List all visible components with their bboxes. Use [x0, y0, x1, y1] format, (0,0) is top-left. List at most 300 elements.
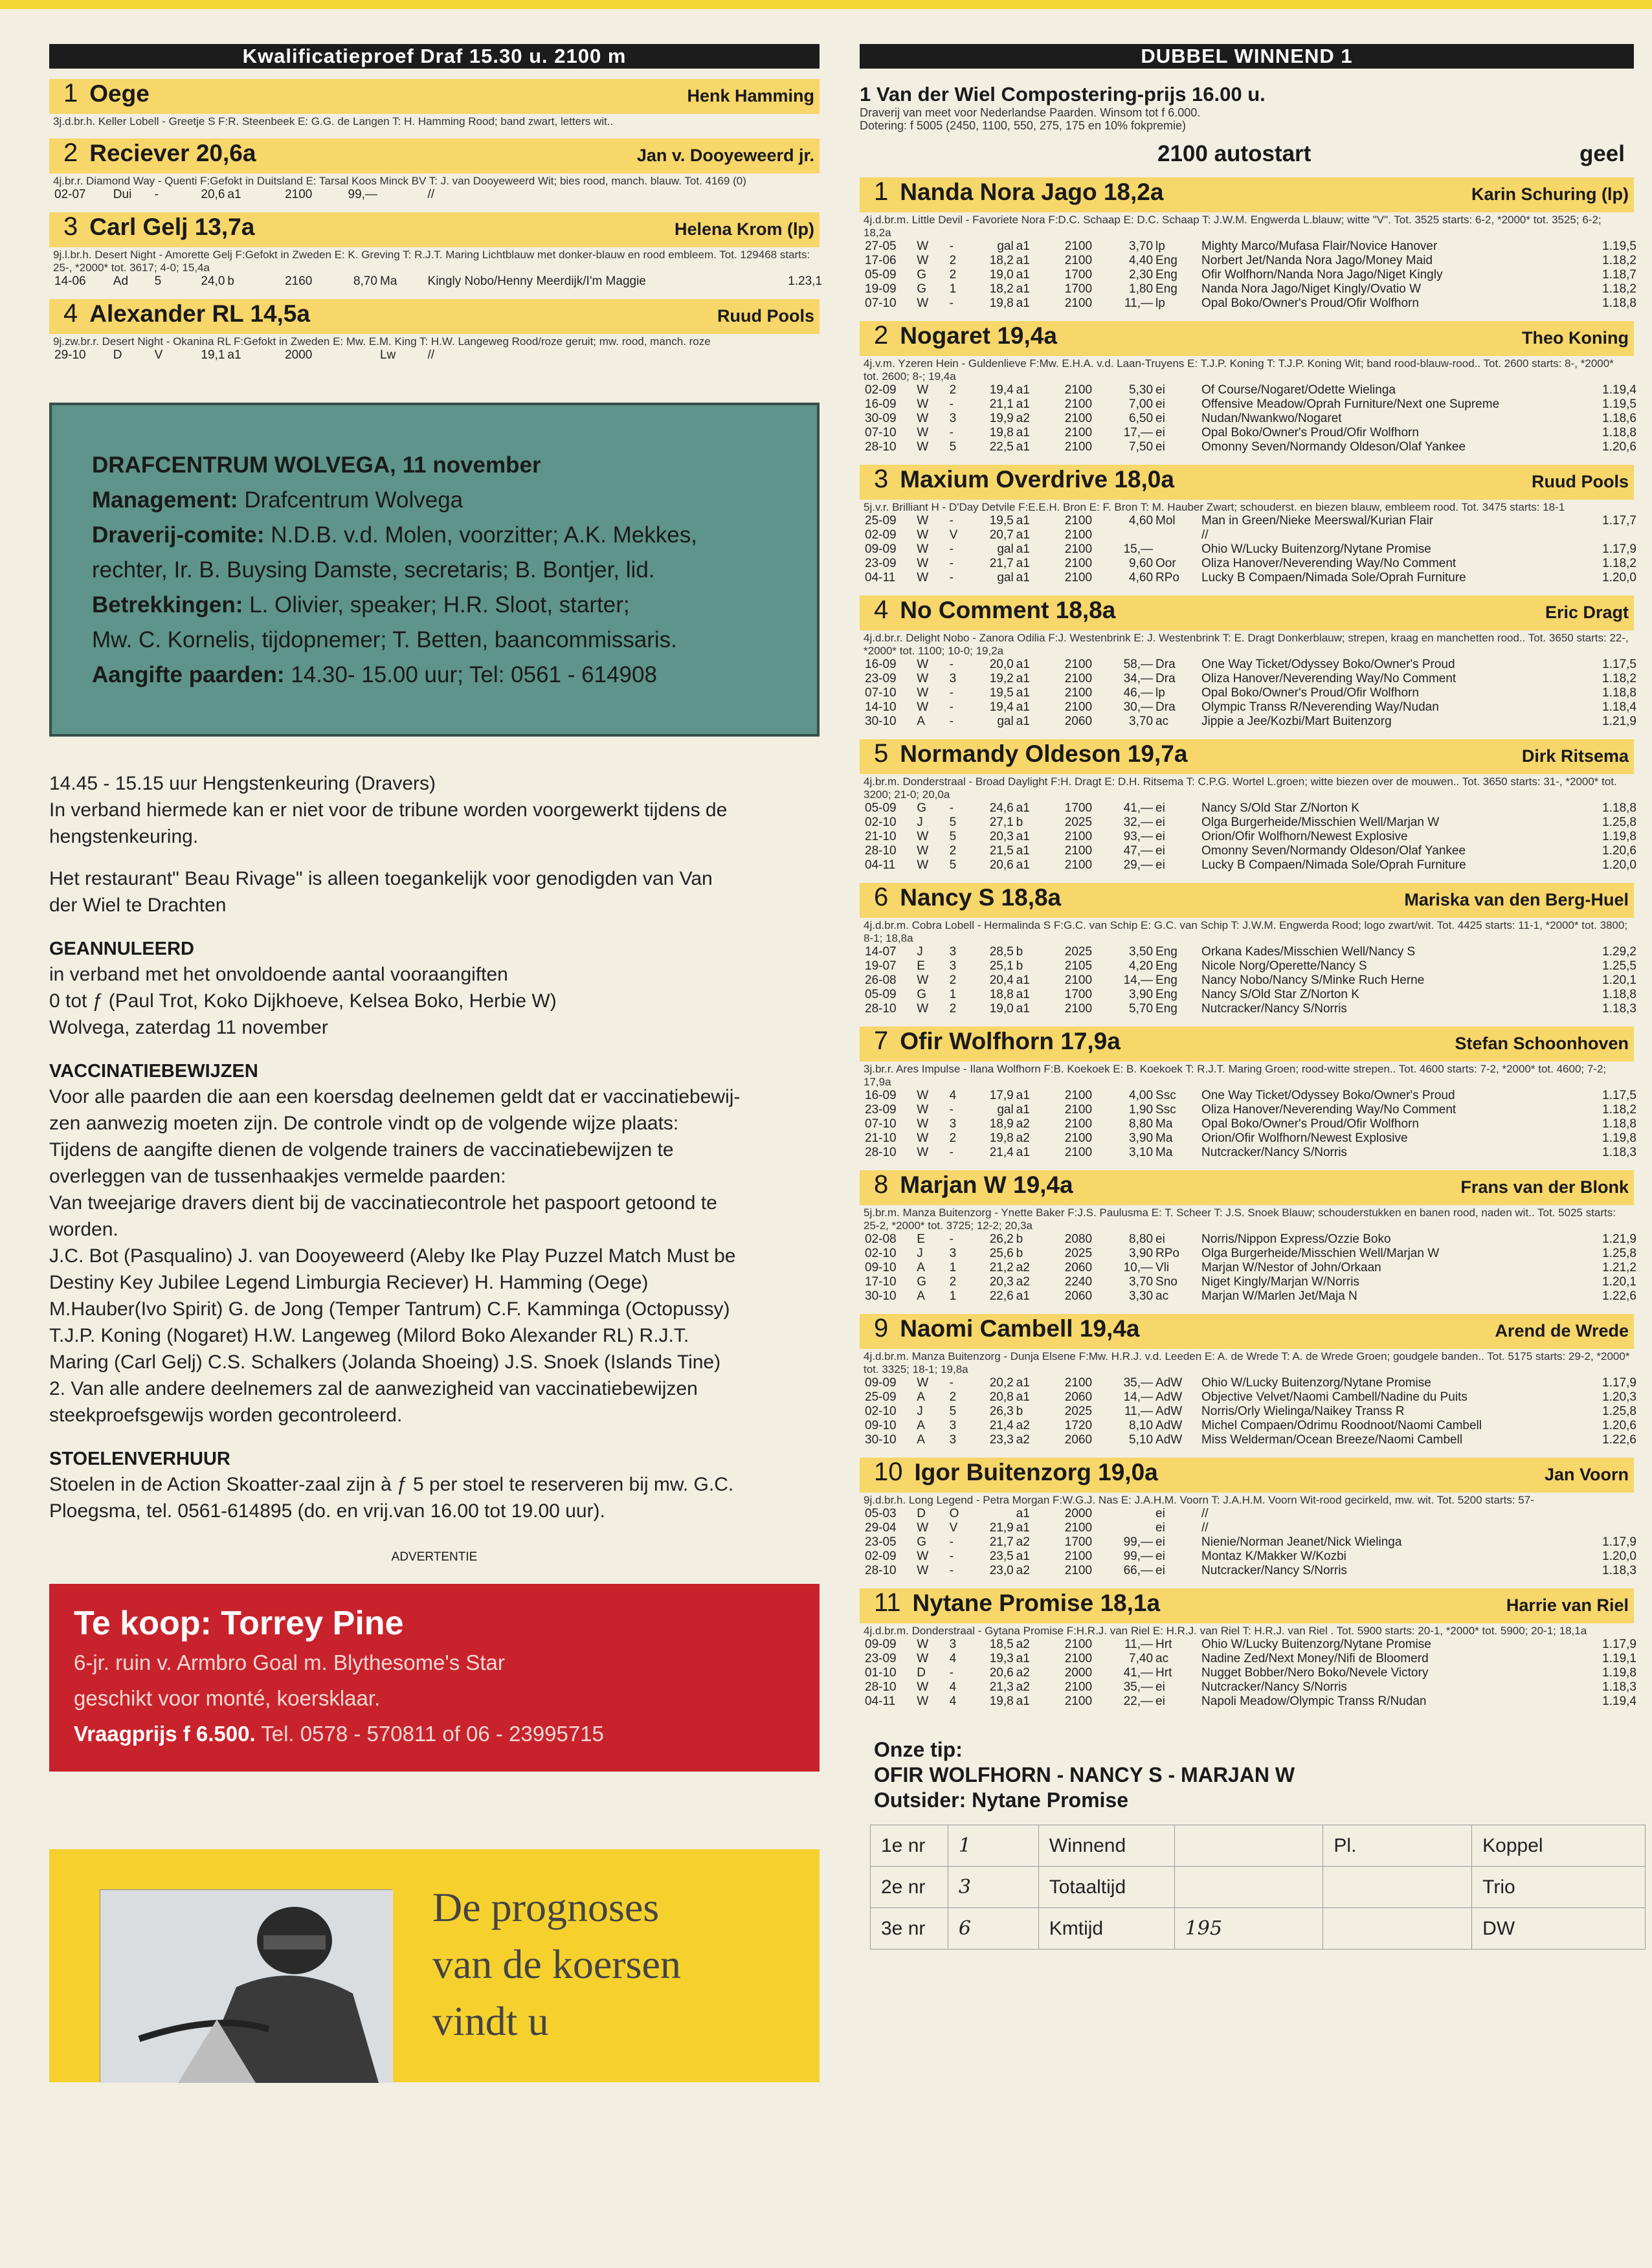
form-cell: 2100 — [1064, 254, 1093, 267]
form-cell: 3 — [949, 412, 957, 425]
horse-pedigree: 4j.d.br.m. Little Devil - Favoriete Nora F:D.C. Schaap E: D.C. Schaap T: J.W.M. Engwerda L.blauw; witte "V". Tot. 3525 starts: 6-2, *2000* tot. 3525; 6-2; 18,2a — [864, 214, 1602, 239]
form-cell: 18,2 — [989, 282, 1014, 296]
form-cell: 29-10 — [54, 348, 86, 362]
horse-title — [874, 465, 1174, 494]
form-cell: gal — [997, 542, 1014, 556]
form-cell: ei — [1155, 1695, 1165, 1708]
form-cell: A — [917, 715, 925, 728]
form-cell: 30,— — [1123, 700, 1154, 714]
form-cell: 2 — [949, 844, 957, 858]
vaccinatie-text — [49, 1084, 820, 1429]
form-cell: 2100 — [1064, 514, 1093, 528]
form-cell: 2240 — [1064, 1275, 1093, 1289]
horse-number: 9 — [874, 1314, 889, 1342]
form-cell: 3,90 — [1129, 1247, 1154, 1260]
form-cell: 28-10 — [865, 1002, 897, 1016]
form-row — [864, 383, 1638, 397]
horse-name: Normandy Oldeson 19,7a — [900, 740, 1188, 767]
form-cell: a1 — [1016, 282, 1030, 296]
form-cell: 20,7 — [989, 528, 1014, 542]
grid-cell-d[interactable] — [1174, 1825, 1323, 1867]
form-cell: Nugget Bobber/Nero Boko/Nevele Victory — [1201, 1666, 1429, 1680]
form-cell: W — [917, 1695, 929, 1708]
form-cell: 1 — [949, 1261, 957, 1274]
form-cell: Oliza Hanover/Neverending Way/No Comment — [1201, 1103, 1457, 1117]
grid-cell-b[interactable]: 3 — [948, 1867, 1038, 1908]
form-cell: 1.19,5 — [1602, 239, 1636, 253]
form-cell: 5 — [154, 274, 162, 288]
grid-cell-e — [1323, 1908, 1472, 1950]
form-cell: a1 — [1016, 1695, 1030, 1708]
form-cell: lp — [1155, 296, 1165, 310]
form-cell: Nancy S/Old Star Z/Norton K — [1201, 801, 1359, 815]
form-cell: // — [1201, 1507, 1209, 1520]
form-cell: a1 — [1016, 1002, 1030, 1016]
form-cell: 99,— — [1123, 1535, 1154, 1549]
form-cell — [1548, 1507, 1638, 1521]
form-cell: W — [917, 383, 929, 397]
form-table — [864, 383, 1638, 454]
form-cell: 2100 — [1064, 1131, 1093, 1145]
form-cell: 2 — [949, 1002, 957, 1016]
form-cell: 41,— — [1123, 1666, 1154, 1680]
form-cell: 23,5 — [989, 1550, 1014, 1563]
form-cell: 19,2 — [989, 672, 1014, 685]
form-cell: G — [917, 988, 926, 1001]
form-cell: 2100 — [1064, 1002, 1093, 1016]
form-cell: 2025 — [1064, 816, 1093, 829]
form-cell: Nutcracker/Nancy S/Norris — [1201, 1680, 1347, 1694]
form-cell: 1.18,4 — [1602, 700, 1636, 714]
form-cell: 2100 — [1064, 658, 1093, 671]
form-cell: 2100 — [1064, 672, 1093, 685]
form-cell: a2 — [1016, 1419, 1030, 1432]
form-cell: D — [113, 348, 122, 362]
form-cell: 04-11 — [865, 1695, 896, 1708]
form-cell: a1 — [1016, 1390, 1030, 1404]
vaccinatie-line: overleggen van de tussenhaakjes vermelde paarden: — [49, 1166, 506, 1187]
form-cell: 7,00 — [1129, 397, 1154, 411]
form-cell: A — [917, 1419, 925, 1432]
form-cell: W — [917, 1638, 929, 1651]
form-table — [53, 188, 823, 202]
form-cell: 28-10 — [865, 844, 897, 858]
form-cell: 46,— — [1123, 686, 1154, 700]
grid-cell-a: 1e nr — [871, 1825, 948, 1867]
grid-cell-b[interactable]: 1 — [948, 1825, 1038, 1867]
form-cell: Oor — [1155, 557, 1176, 570]
form-cell: 22,5 — [989, 440, 1014, 454]
horse-name: Nanda Nora Jago 18,2a — [900, 179, 1164, 205]
form-cell: V — [949, 528, 958, 542]
form-cell: G — [917, 268, 926, 282]
form-cell: 10,— — [1123, 1261, 1154, 1274]
form-cell: Eng — [1155, 988, 1178, 1001]
form-cell: 09-09 — [865, 1376, 897, 1390]
form-cell: 25-09 — [865, 1390, 897, 1404]
form-cell: A — [917, 1289, 925, 1303]
grid-cell-b[interactable]: 6 — [948, 1908, 1038, 1950]
form-cell: - — [949, 700, 954, 714]
form-cell: AdW — [1155, 1433, 1183, 1447]
form-cell: 1.22,6 — [1602, 1433, 1636, 1447]
ad-price: Vraagprijs f 6.500. — [74, 1722, 256, 1746]
form-cell: 3 — [949, 672, 957, 685]
torrey-pine-ad — [49, 1584, 820, 1772]
horse-number: 6 — [874, 883, 889, 911]
form-cell: 8,80 — [1129, 1117, 1154, 1131]
form-cell: 28-10 — [865, 1146, 897, 1159]
form-cell: 24,0 — [201, 274, 225, 288]
form-cell: ei — [1155, 440, 1165, 454]
form-cell: 2100 — [1064, 700, 1093, 714]
form-cell: ei — [1155, 801, 1165, 815]
form-row — [864, 715, 1638, 729]
form-cell: 28-10 — [865, 1680, 897, 1694]
form-cell: 1.18,2 — [1602, 557, 1636, 570]
form-row — [864, 844, 1638, 858]
form-cell: Nutcracker/Nancy S/Norris — [1201, 1146, 1347, 1159]
vaccinatie-heading: VACCINATIEBEWIJZEN — [49, 1061, 258, 1082]
form-cell: // — [427, 188, 435, 201]
horse-name: Maxium Overdrive 18,0a — [900, 466, 1174, 493]
form-cell: Niget Kingly/Marjan W/Norris — [1201, 1275, 1359, 1289]
horse-header — [860, 465, 1634, 500]
form-cell: a1 — [1016, 988, 1030, 1001]
form-row — [864, 1521, 1638, 1535]
form-cell: 2025 — [1064, 1247, 1093, 1260]
form-row — [864, 686, 1638, 700]
form-cell: W — [917, 1117, 929, 1131]
form-cell: 2000 — [1064, 1507, 1093, 1520]
form-cell: 1.18,2 — [1602, 1103, 1636, 1117]
form-cell: 3,90 — [1129, 1131, 1154, 1145]
form-cell: One Way Ticket/Odyssey Boko/Owner's Proud — [1201, 658, 1455, 671]
form-cell: Nadine Zed/Next Money/Nifi de Bloomerd — [1201, 1652, 1429, 1665]
form-cell: 17-10 — [865, 1275, 897, 1289]
form-table — [53, 348, 823, 362]
form-cell: a2 — [1016, 1117, 1030, 1131]
form-cell: W — [917, 1131, 929, 1145]
form-cell: W — [917, 658, 929, 671]
horse-number: 1 — [874, 177, 889, 206]
form-row — [864, 1564, 1638, 1578]
form-cell: Dra — [1155, 672, 1176, 685]
grid-cell-d[interactable] — [1174, 1867, 1323, 1908]
driver-name: Harrie van Riel — [1506, 1595, 1629, 1615]
form-cell: 2100 — [1064, 1521, 1093, 1535]
form-cell: 2100 — [1064, 1103, 1093, 1117]
form-cell: 02-10 — [865, 1405, 897, 1418]
form-cell: 2100 — [1064, 296, 1093, 310]
form-cell: 2100 — [1064, 1117, 1093, 1131]
form-cell: 2100 — [1064, 383, 1093, 397]
form-cell: 93,— — [1123, 830, 1154, 843]
form-cell: a1 — [1016, 268, 1030, 282]
form-cell: W — [917, 514, 929, 528]
form-cell: 17-06 — [865, 254, 897, 267]
form-cell — [760, 188, 823, 202]
horse-pedigree: 5j.br.m. Manza Buitenzorg - Ynette Baker F:J.S. Paulusma E: T. Scheer T: J.S. Snoek Blauw; schouderstukken en banen rood, naden wit.. Tot. 5025 starts: 25-2, *2000* tot. 3725; 12-2; 20,3a — [864, 1206, 1616, 1232]
form-cell: 47,— — [1123, 844, 1154, 858]
form-cell — [1093, 528, 1154, 542]
form-cell: Lucky B Compaen/Nimada Sole/Oprah Furniture — [1201, 571, 1466, 584]
form-cell: 30-10 — [865, 1289, 897, 1303]
form-row — [864, 1695, 1638, 1709]
horse-pedigree: 3j.br.r. Ares Impulse - Ilana Wolfhorn F:B. Koekoek E: B. Koekoek T: R.J.T. Maring Groen; rood-witte strepen.. Tot. 4600 starts: 7-2, *2000* tot. 4600; 7-2; 17,9a — [864, 1063, 1607, 1088]
form-cell: 1.17,5 — [1602, 1089, 1636, 1102]
form-cell: a1 — [227, 188, 241, 201]
horse-title — [874, 1314, 1139, 1343]
form-cell: 5 — [949, 830, 957, 843]
form-cell: b — [1016, 945, 1023, 959]
form-cell: a2 — [1016, 1261, 1030, 1274]
form-cell: 02-10 — [865, 816, 897, 829]
vaccinatie-line: steekproefsgewijs worden gecontroleerd. — [49, 1405, 403, 1426]
grid-cell-c: Totaaltijd — [1038, 1867, 1174, 1908]
grid-cell-c: Kmtijd — [1038, 1908, 1174, 1950]
form-cell: 8,10 — [1129, 1419, 1154, 1432]
form-cell: Jippie a Jee/Kozbi/Mart Buitenzorg — [1201, 715, 1392, 728]
form-row — [864, 988, 1638, 1002]
form-cell: ac — [1155, 715, 1169, 728]
form-cell: 1.20,0 — [1602, 858, 1636, 872]
qualification-race-header: Kwalificatieproef Draf 15.30 u. 2100 m — [49, 44, 820, 69]
form-cell: 1.18,8 — [1602, 801, 1636, 815]
form-cell: W — [917, 1652, 929, 1665]
form-cell: 1.23,1 — [788, 274, 822, 288]
form-cell: AdW — [1155, 1419, 1183, 1432]
form-row — [53, 348, 823, 362]
horse-pedigree: 5j.v.r. Brilliant H - D'Day Detvile F:E.E.H. Bron E: F. Bron T: M. Hauber Zwart; schouderst. en biezen blauw, embleem rood. Tot. 3475 starts: 18-1 — [864, 501, 1565, 513]
tip-outsider: Outsider: Nytane Promise — [874, 1788, 1128, 1812]
form-cell: 1.17,7 — [1602, 514, 1636, 528]
form-cell: Orkana Kades/Misschien Well/Nancy S — [1201, 945, 1416, 959]
form-cell: - — [949, 1666, 954, 1680]
form-cell: G — [917, 801, 926, 815]
form-cell: 32,— — [1123, 816, 1154, 829]
form-cell: 14,— — [1123, 973, 1154, 987]
horse-title — [874, 883, 1061, 912]
form-cell: 19,8 — [989, 296, 1014, 310]
form-cell: ei — [1155, 1535, 1165, 1549]
form-cell: 1700 — [1064, 282, 1093, 296]
horse-name: No Comment 18,8a — [900, 597, 1116, 623]
form-cell: 21,7 — [989, 1535, 1014, 1549]
form-cell: 20,3 — [989, 1275, 1014, 1289]
form-cell: Eng — [1155, 268, 1178, 282]
form-cell: 19,5 — [989, 686, 1014, 700]
form-cell: 30-10 — [865, 1433, 897, 1447]
ad-phone: Tel. 0578 - 570811 of 06 - 23995715 — [255, 1722, 604, 1746]
horse-header — [860, 883, 1634, 918]
form-cell: 14-07 — [865, 945, 897, 959]
grid-cell-f: Trio — [1472, 1867, 1646, 1908]
form-cell: 20,4 — [989, 973, 1014, 987]
form-cell: 23-09 — [865, 557, 897, 570]
form-cell: a1 — [1016, 858, 1030, 872]
grid-cell-d[interactable]: 195 — [1174, 1908, 1323, 1950]
advertentie-label: ADVERTENTIE — [391, 1550, 478, 1564]
form-cell: W — [917, 973, 929, 987]
form-row — [53, 274, 823, 289]
form-cell: Ofir Wolfhorn/Nanda Nora Jago/Niget Kingly — [1201, 268, 1443, 282]
form-cell: 02-09 — [865, 383, 897, 397]
driver-name: Dirk Ritsema — [1521, 746, 1629, 766]
form-cell — [1154, 528, 1200, 542]
form-cell: a1 — [1016, 440, 1030, 454]
form-cell: a1 — [1016, 700, 1030, 714]
keuring-notice: 14.45 - 15.15 uur Hengstenkeuring (Dravers) In verband hiermede kan er niet voor de tribune worden voorgewerkt tijdens de hengstenkeuring. Het restaurant" Beau Rivage" is alleen toegankelijk voor genodigden van Van der Wiel te Drachten — [49, 773, 728, 916]
form-cell: a1 — [1016, 801, 1030, 815]
form-cell: 15,— — [1123, 542, 1154, 556]
horse-header — [860, 1027, 1634, 1062]
horse-header — [860, 321, 1634, 356]
horse-title — [63, 299, 310, 328]
form-cell: 1.19,5 — [1602, 397, 1636, 411]
horse-number: 4 — [63, 299, 78, 328]
form-cell: 2100 — [1064, 1146, 1093, 1159]
form-cell: Ssc — [1155, 1089, 1176, 1102]
betrekkingen-value: L. Olivier, speaker; H.R. Sloot, starter; — [249, 592, 630, 617]
driver-photo — [100, 1889, 392, 2082]
form-row — [864, 542, 1638, 557]
form-cell: 5,30 — [1129, 383, 1154, 397]
form-cell: 18,5 — [989, 1638, 1014, 1651]
form-table — [864, 1376, 1638, 1447]
form-cell: Ssc — [1155, 1103, 1176, 1117]
horse-title — [63, 79, 150, 108]
form-cell: 2025 — [1064, 945, 1093, 959]
form-cell: Kingly Nobo/Henny Meerdijk/I'm Maggie — [427, 274, 646, 288]
form-cell: O — [949, 1507, 959, 1520]
form-cell: 19-07 — [865, 959, 897, 973]
tip-title: Onze tip: — [874, 1738, 963, 1761]
form-cell: W — [917, 1550, 929, 1563]
form-cell: Eng — [1155, 282, 1178, 296]
form-cell: Oliza Hanover/Neverending Way/No Comment — [1201, 672, 1457, 685]
form-table — [864, 1089, 1638, 1160]
form-cell: Dra — [1155, 700, 1176, 714]
form-cell: 02-09 — [865, 1550, 897, 1563]
form-table — [864, 945, 1638, 1016]
form-cell: Orion/Ofir Wolfhorn/Newest Explosive — [1201, 1131, 1408, 1145]
horse-title — [874, 739, 1187, 768]
form-cell: 1.21,9 — [1602, 715, 1636, 728]
form-cell: a2 — [1016, 1433, 1030, 1447]
form-cell: 1.19,8 — [1602, 830, 1636, 843]
form-cell: ei — [1155, 844, 1165, 858]
form-cell: 2100 — [1064, 858, 1093, 872]
form-cell: a1 — [1016, 383, 1030, 397]
form-cell: E — [917, 1232, 925, 1246]
form-cell: Eng — [1155, 973, 1178, 987]
form-cell: 1.18,2 — [1602, 672, 1636, 685]
form-cell: 1700 — [1064, 801, 1093, 815]
form-cell: 1700 — [1064, 1535, 1093, 1549]
form-row — [864, 440, 1638, 454]
form-cell: 3 — [949, 1638, 957, 1651]
form-cell: 1720 — [1064, 1419, 1093, 1432]
form-cell: 19,4 — [989, 700, 1014, 714]
form-cell: Nicole Norg/Operette/Nancy S — [1201, 959, 1367, 973]
form-cell: a1 — [1016, 239, 1030, 253]
form-cell: ei — [1155, 412, 1165, 425]
form-cell: W — [917, 296, 929, 310]
form-cell: gal — [997, 239, 1014, 253]
form-cell: - — [949, 715, 954, 728]
form-cell: 2100 — [1064, 1695, 1093, 1708]
form-cell: Napoli Meadow/Olympic Transs R/Nudan — [1201, 1695, 1427, 1708]
form-cell: Eng — [1155, 1002, 1178, 1016]
form-row — [864, 1146, 1638, 1160]
form-cell: W — [917, 1103, 929, 1117]
form-cell: 21,5 — [989, 844, 1014, 858]
driver-name: Mariska van den Berg-Huel — [1404, 890, 1629, 909]
form-cell: Olga Burgerheide/Misschien Well/Marjan W — [1201, 1247, 1440, 1260]
form-cell: 1.22,6 — [1602, 1289, 1636, 1303]
form-cell: 2100 — [285, 188, 313, 201]
horse-header — [49, 139, 820, 173]
comite-value: N.D.B. v.d. Molen, voorzitter; A.K. Mekkes, — [271, 522, 697, 548]
form-cell: W — [917, 571, 929, 584]
horse-name: Naomi Cambell 19,4a — [900, 1315, 1140, 1342]
form-cell: 29,— — [1123, 858, 1154, 872]
form-cell: - — [949, 1232, 954, 1246]
form-cell: 1.18,3 — [1602, 1680, 1636, 1694]
form-cell: ei — [1155, 858, 1165, 872]
horse-name: Oege — [89, 80, 150, 107]
form-row — [864, 1275, 1638, 1289]
form-cell: a2 — [1016, 1638, 1030, 1651]
form-cell: 07-10 — [865, 426, 897, 439]
form-row — [864, 1433, 1638, 1447]
grid-cell-e: Pl. — [1323, 1825, 1472, 1867]
form-cell: One Way Ticket/Odyssey Boko/Owner's Proud — [1201, 1089, 1455, 1102]
horse-pedigree: 4j.br.m. Donderstraal - Broad Daylight F:H. Dragt E: D.H. Ritsema T: C.P.G. Wortel L.groen; witte biezen over de mouwen.. Tot. 3650 starts: 31-, *2000* tot. 3200; 21-0; 20,0a — [864, 775, 1617, 801]
form-table — [864, 1232, 1638, 1304]
form-cell: lp — [1155, 686, 1165, 700]
form-cell: Marjan W/Marlen Jet/Maja N — [1201, 1289, 1357, 1303]
form-cell: 30-09 — [865, 412, 897, 425]
form-cell: 2000 — [285, 348, 313, 362]
form-cell: 1700 — [1064, 268, 1093, 282]
race-entries — [860, 177, 1634, 1709]
form-cell: a1 — [1016, 1550, 1030, 1563]
aangifte-value: 14.30- 15.00 uur; Tel: 0561 - 614908 — [291, 662, 657, 687]
form-cell: W — [917, 239, 929, 253]
form-row — [864, 296, 1638, 311]
form-cell: 1.18,8 — [1602, 1117, 1636, 1131]
form-row — [864, 858, 1638, 873]
form-cell: 18,2 — [989, 254, 1014, 267]
horse-pedigree: 4j.v.m. Yzeren Hein - Guldenlieve F:Mw. E.H.A. v.d. Laan-Truyens E: T.J.P. Koning T: T.J.P. Koning Wit; band rood-blauw-rood.. Tot. 2600 starts: 8-, *2000* tot. 2600; 8-; 19,4a — [864, 357, 1614, 383]
form-cell: W — [917, 397, 929, 411]
form-cell: Nienie/Norman Jeanet/Nick Wielinga — [1201, 1535, 1402, 1549]
vaccinatie-line: Tijdens de aangifte dienen de volgende trainers de vaccinatiebewijzen te — [49, 1139, 674, 1161]
form-cell: 1.18,8 — [1602, 988, 1636, 1001]
form-cell: 16-09 — [865, 1089, 897, 1102]
form-cell: 21-10 — [865, 830, 897, 843]
form-cell: Dui — [113, 188, 132, 201]
form-cell: A — [917, 1261, 925, 1274]
form-cell: 1.18,3 — [1602, 1002, 1636, 1016]
form-cell: gal — [997, 1103, 1014, 1117]
form-cell: Vli — [1155, 1261, 1170, 1274]
form-cell: 1.21,9 — [1602, 1232, 1636, 1246]
form-row — [864, 1405, 1638, 1419]
form-row — [864, 1089, 1638, 1103]
